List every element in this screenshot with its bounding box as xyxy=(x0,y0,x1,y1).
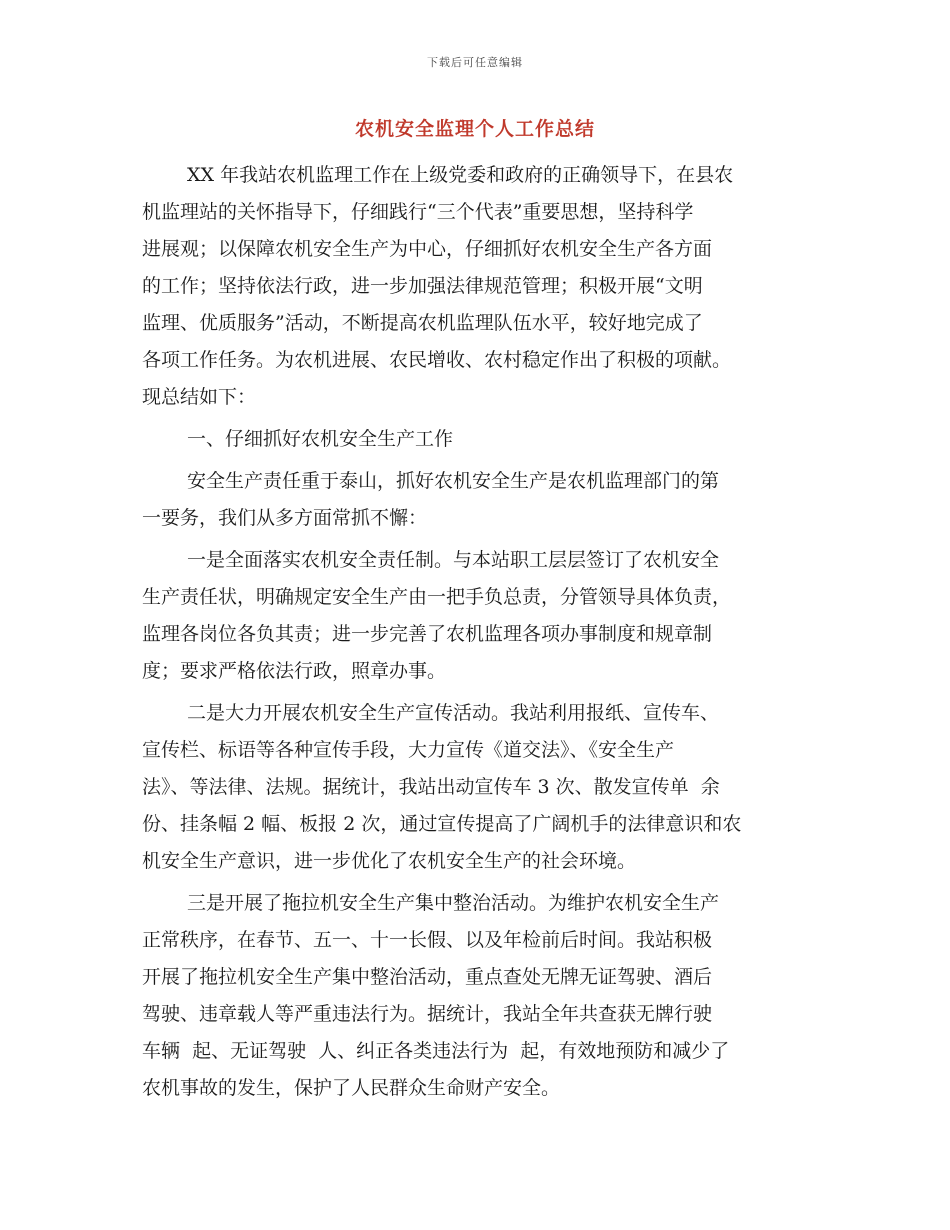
paragraph-intro xyxy=(142,157,812,416)
text-line: 机安全生产意识，进一步优化了农机安全生产的社会环境。 xyxy=(142,850,637,872)
text-line: 一是全面落实农机安全责任制。与本站职工层层签订了农机安全 xyxy=(187,549,720,571)
text-line: 农机事故的发生，保护了人民群众生命财产安全。 xyxy=(142,1077,561,1099)
document-title: 农机安全监理个人工作总结 xyxy=(354,118,595,140)
text-line: 三是开展了拖拉机安全生产集中整治活动。为维护农机安全生产 xyxy=(187,892,720,914)
text-line: 的工作；坚持依法行政，进一步加强法律规范管理；积极开展“文明 xyxy=(142,275,703,297)
text-line: 车辆 起、无证驾驶 人、纠正各类违法行为 起，有效地预防和减少了 xyxy=(142,1040,730,1062)
text-line: 二是大力开展农机安全生产宣传活动。我站利用报纸、宣传车、 xyxy=(187,702,720,724)
text-line: 现总结如下： xyxy=(142,386,257,408)
text-line: 各项工作任务。为农机进展、农民增收、农村稳定作出了积极的项献。 xyxy=(142,349,732,371)
paragraph-publicity xyxy=(142,695,812,880)
text-line: XX 年我站农机监理工作在上级党委和政府的正确领导下，在县农 xyxy=(187,164,734,186)
paragraph-rectification xyxy=(142,885,812,1107)
paragraph-safety-intro xyxy=(142,463,812,537)
text-line: 一、仔细抓好农机安全生产工作 xyxy=(187,428,454,450)
text-line: 监理各岗位各负其责；进一步完善了农机监理各项办事制度和规章制 xyxy=(142,623,713,645)
text-line: 法》、等法律、法规。据统计，我站出动宣传车 3 次、散发宣传单 余 xyxy=(142,776,720,798)
header-note: 下载后可任意编辑 xyxy=(427,56,523,69)
text-line: 开展了拖拉机安全生产集中整治活动，重点查处无牌无证驾驶、酒后 xyxy=(142,966,713,988)
text-line: 一要务，我们从多方面常抓不懈： xyxy=(142,507,428,529)
text-line: 生产责任状，明确规定安全生产由一把手负总责，分管领导具体负责， xyxy=(142,586,732,608)
paragraph-responsibility xyxy=(142,542,812,690)
section-heading xyxy=(142,421,812,458)
text-line: 宣传栏、标语等各种宣传手段，大力宣传《道交法》、《安全生产 xyxy=(142,739,675,761)
text-line: 进展观；以保障农机安全生产为中心，仔细抓好农机安全生产各方面 xyxy=(142,238,713,260)
text-line: 监理、优质服务”活动，不断提高农机监理队伍水平，较好地完成了 xyxy=(142,312,703,334)
document-body xyxy=(142,157,812,1107)
text-line: 度；要求严格依法行政，照章办事。 xyxy=(142,660,447,682)
text-line: 机监理站的关怀指导下，仔细践行“三个代表”重要思想，坚持科学 xyxy=(142,201,694,223)
text-line: 驾驶、违章载人等严重违法行为。据统计，我站全年共查获无牌行驶 xyxy=(142,1003,713,1025)
text-line: 份、挂条幅 2 幅、板报 2 次，通过宣传提高了广阔机手的法律意识和农 xyxy=(142,813,742,835)
text-line: 安全生产责任重于泰山，抓好农机安全生产是农机监理部门的第 xyxy=(187,470,720,492)
text-line: 正常秩序，在春节、五一、十一长假、以及年检前后时间。我站积极 xyxy=(142,929,713,951)
